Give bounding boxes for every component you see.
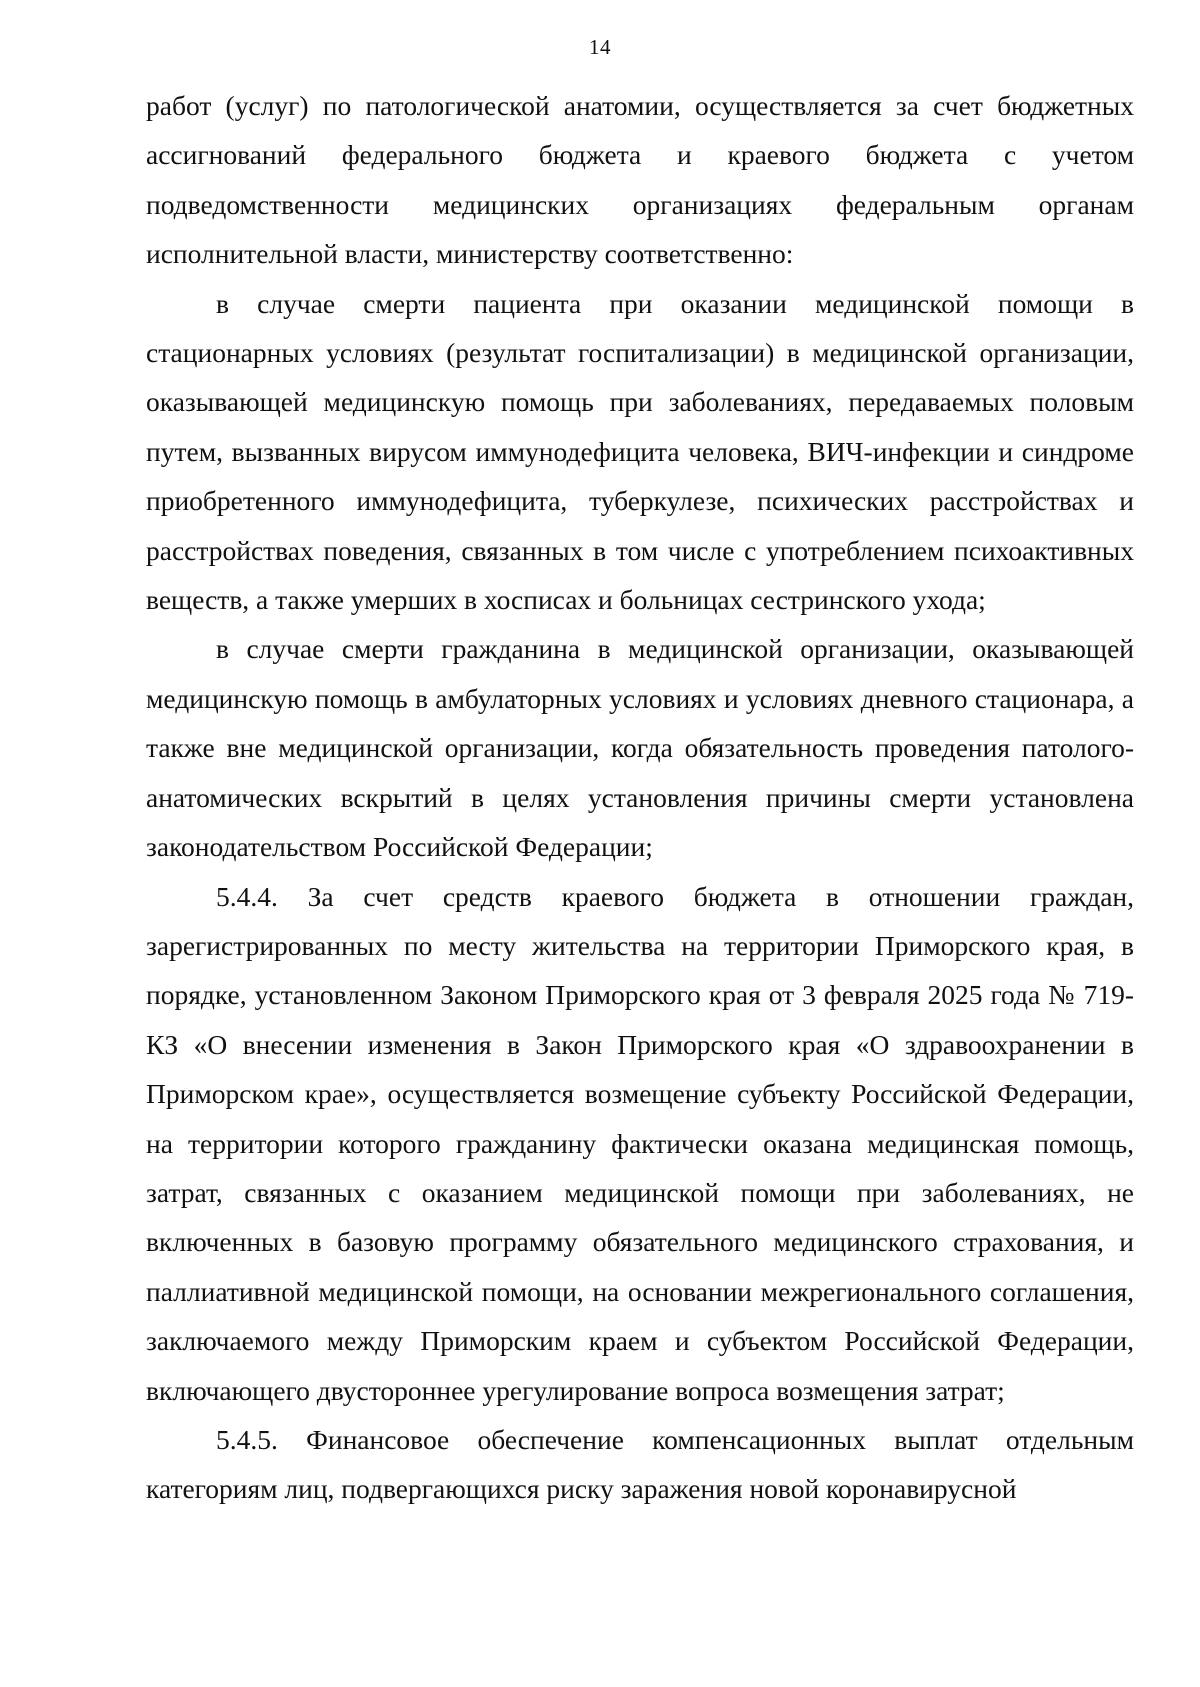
page-number: 14 bbox=[589, 35, 611, 59]
paragraph-section-5-4-4: 5.4.4. За счет средств краевого бюджета в отношении граждан, зарегистрированных по месту жительства на территории Приморского края, в порядке, установленном Законом Приморского края от 3 февраля 2025 года № 719-КЗ «О внесении изменения в Закон Приморского края «О здравоохранении в Приморском крае», осуществляется возмещение субъекту Российской Федерации, на территории которого гражданину фактически оказана медицинская помощь, затрат, связанных с оказанием медицинской помощи при заболеваниях, не включенных в базовую программу обязательного медицинского страхования, и паллиативной медицинской помощи, на основании межрегионального соглашения, заключаемого между Приморским краем и субъектом Российской Федерации, включающего двустороннее урегулирование вопроса возмещения затрат; bbox=[146, 880, 1134, 1406]
paragraph-death-inpatient: в случае смерти пациента при оказании медицинской помощи в стационарных условиях (результат госпитализации) в медицинской организации, оказывающей медицинскую помощь при заболеваниях, передаваемых половым путем, вызванных вирусом иммунодефицита человека, ВИЧ-инфекции и синдроме приобретенного иммунодефицита, туберкулезе, психических расстройствах и расстройствах поведения, связанных в том числе с употреблением психоактивных веществ, а также умерших в хосписах и больницах сестринского ухода; bbox=[146, 287, 1134, 616]
paragraph-section-5-4-5: 5.4.5. Финансовое обеспечение компенсационных выплат отдельным категориям лиц, подвергающихся риску заражения новой коронавирусной bbox=[146, 1423, 1134, 1505]
body-text bbox=[146, 81, 1134, 1514]
paragraph-financing-pathology: работ (услуг) по патологической анатомии, осуществляется за счет бюджетных ассигнований федерального бюджета и краевого бюджета с учетом подведомственности медицинских организациях федеральным органам исполнительной власти, министерству соответственно: bbox=[146, 90, 1134, 270]
paragraph-death-outpatient: в случае смерти гражданина в медицинской организации, оказывающей медицинскую помощь в амбулаторных условиях и условиях дневного стационара, а также вне медицинской организации, когда обязательность проведения патолого-анатомических вскрытий в целях установления причины смерти установлена законодательством Российской Федерации; bbox=[146, 633, 1134, 863]
